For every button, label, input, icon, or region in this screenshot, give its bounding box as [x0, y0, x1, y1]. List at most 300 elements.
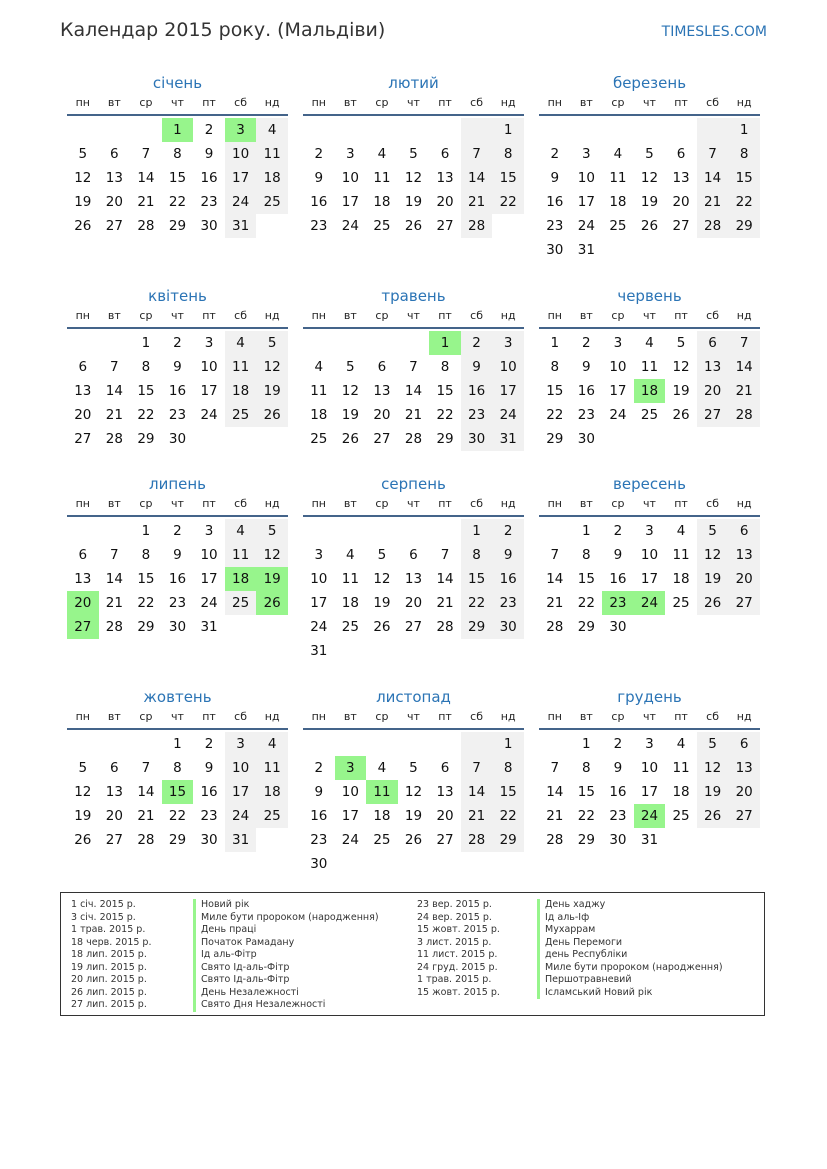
empty-cell	[634, 238, 666, 262]
empty-cell	[99, 519, 131, 543]
legend-holiday-name: Свято Дня Незалежності	[193, 999, 379, 1012]
day-cell: 30	[200, 832, 218, 848]
day-cell: 19	[672, 383, 690, 399]
day-cell: 17	[225, 166, 257, 190]
weekday-label: пн	[547, 497, 562, 510]
day-cell: 11	[373, 170, 391, 186]
day-cell: 5	[676, 335, 686, 351]
day-cell: 28	[461, 828, 493, 852]
day-cell: 4	[225, 519, 257, 543]
day-cell: 28	[137, 218, 155, 234]
week-row	[67, 804, 288, 828]
day-cell: 19	[74, 808, 92, 824]
empty-cell	[256, 615, 288, 639]
day-cell: 27	[728, 591, 760, 615]
day-cell: 18	[225, 567, 257, 591]
day-cell: 21	[436, 595, 454, 611]
day-cell: 26	[341, 431, 359, 447]
week-row	[67, 591, 288, 615]
day-cell: 17	[640, 571, 659, 587]
empty-cell	[728, 828, 760, 852]
week-row	[303, 166, 524, 190]
day-cell: 7	[461, 142, 493, 166]
day-cell: 8	[141, 547, 151, 563]
day-cell: 16	[200, 784, 218, 800]
day-cell: 5	[697, 732, 729, 756]
day-cell: 11	[310, 383, 328, 399]
month-name: листопад	[376, 688, 451, 706]
week-row	[539, 591, 760, 615]
legend-holiday-name: Ісламський Новий рік	[537, 987, 723, 1000]
empty-cell	[366, 519, 398, 543]
day-cell: 25	[373, 832, 391, 848]
legend-holiday-name: Початок Рамадану	[193, 937, 379, 950]
week-row	[539, 118, 760, 142]
day-cell: 24	[341, 832, 359, 848]
day-cell: 27	[404, 619, 423, 635]
day-cell: 24	[225, 190, 257, 214]
day-cell: 9	[173, 359, 182, 375]
legend-date: 3 січ. 2015 р.	[71, 911, 136, 923]
week-row	[67, 331, 288, 355]
day-cell: 26	[74, 832, 92, 848]
week-row	[539, 780, 760, 804]
week-row	[303, 190, 524, 214]
empty-cell	[303, 519, 335, 543]
day-cell: 9	[204, 760, 214, 776]
week-row	[303, 732, 524, 756]
day-cell: 18	[373, 808, 391, 824]
day-cell: 16	[168, 571, 187, 587]
empty-cell	[335, 519, 367, 543]
empty-cell	[193, 427, 225, 451]
day-cell: 22	[492, 190, 524, 214]
day-cell: 16	[168, 383, 187, 399]
legend-holiday-name: Новий рік	[193, 899, 379, 912]
day-cell: 19	[640, 194, 659, 210]
empty-cell	[130, 118, 162, 142]
weekday-label: чт	[643, 96, 656, 109]
empty-cell	[602, 427, 634, 451]
day-cell: 8	[582, 547, 591, 563]
month-11	[303, 686, 524, 876]
weekday-label: чт	[171, 497, 184, 510]
day-cell: 6	[110, 146, 119, 162]
day-cell: 20	[436, 194, 454, 210]
day-cell: 9	[314, 784, 324, 800]
day-cell: 11	[256, 756, 288, 780]
holiday-legend	[60, 892, 765, 1016]
day-cell: 22	[168, 194, 187, 210]
weekday-label: ср	[375, 710, 389, 723]
day-cell: 10	[577, 170, 595, 186]
day-cell: 15	[492, 780, 524, 804]
weekday-header	[539, 708, 760, 730]
day-cell: 13	[728, 756, 760, 780]
day-cell: 2	[613, 736, 623, 752]
day-cell: 7	[110, 547, 119, 563]
empty-cell	[366, 852, 398, 876]
day-cell: 21	[461, 190, 493, 214]
day-cell: 13	[105, 784, 123, 800]
day-cell: 29	[728, 214, 760, 238]
day-cell: 11	[225, 543, 257, 567]
day-cell: 18	[256, 166, 288, 190]
empty-cell	[634, 615, 666, 639]
day-cell: 19	[373, 595, 391, 611]
weekday-label: чт	[643, 710, 656, 723]
weekday-header	[539, 94, 760, 116]
empty-cell	[429, 732, 461, 756]
day-cell: 26	[672, 407, 690, 423]
day-cell: 17	[640, 784, 659, 800]
weekday-label: пт	[202, 309, 216, 322]
day-cell: 16	[310, 808, 328, 824]
day-cell: 20	[105, 808, 123, 824]
day-cell: 13	[74, 383, 92, 399]
day-cell: 27	[105, 832, 123, 848]
weekday-label: нд	[736, 710, 752, 723]
day-cell: 10	[200, 359, 218, 375]
day-cell: 31	[225, 214, 257, 238]
empty-cell	[398, 852, 430, 876]
day-cell: 4	[676, 736, 686, 752]
day-cell: 24	[634, 591, 666, 615]
day-cell: 7	[409, 359, 418, 375]
day-cell: 13	[74, 571, 92, 587]
day-cell: 29	[577, 832, 595, 848]
day-cell: 6	[728, 519, 760, 543]
day-cell: 30	[200, 218, 218, 234]
day-cell: 18	[672, 571, 690, 587]
weekday-label: вт	[343, 710, 357, 723]
day-cell: 1	[461, 519, 493, 543]
weekday-label: сб	[234, 309, 248, 322]
weekday-header	[303, 495, 524, 517]
day-cell: 3	[204, 335, 214, 351]
day-cell: 21	[697, 190, 729, 214]
day-cell: 21	[137, 808, 155, 824]
weekday-label: пт	[202, 710, 216, 723]
empty-cell	[697, 828, 729, 852]
day-cell: 1	[141, 523, 151, 539]
legend-dates-left	[71, 899, 151, 1012]
day-cell: 9	[613, 760, 623, 776]
day-cell: 4	[377, 146, 387, 162]
day-cell: 20	[404, 595, 423, 611]
week-row	[67, 403, 288, 427]
month-1	[67, 72, 288, 238]
week-row	[539, 519, 760, 543]
legend-holiday-name: день Республіки	[537, 949, 723, 962]
weekday-label: нд	[500, 96, 516, 109]
legend-holiday-name: Першотравневий	[537, 974, 723, 987]
day-cell: 23	[200, 194, 218, 210]
day-cell: 22	[461, 591, 493, 615]
day-cell: 5	[256, 331, 288, 355]
empty-cell	[539, 732, 571, 756]
empty-cell	[461, 639, 493, 663]
day-cell: 14	[105, 383, 123, 399]
day-cell: 2	[204, 736, 214, 752]
day-cell: 29	[137, 619, 155, 635]
weekday-label: пн	[547, 96, 562, 109]
day-cell: 21	[105, 595, 123, 611]
week-row	[539, 804, 760, 828]
day-cell: 28	[137, 832, 155, 848]
day-cell: 26	[256, 403, 288, 427]
day-cell: 1	[429, 331, 461, 355]
day-cell: 21	[546, 595, 564, 611]
day-cell: 8	[492, 756, 524, 780]
day-cell: 2	[582, 335, 591, 351]
site-link[interactable]: TIMESLES.COM	[661, 24, 767, 40]
week-row	[539, 427, 760, 451]
day-cell: 28	[436, 619, 454, 635]
day-cell: 26	[640, 218, 659, 234]
weekday-label: сб	[234, 497, 248, 510]
day-cell: 8	[492, 142, 524, 166]
day-cell: 20	[728, 567, 760, 591]
week-row	[303, 403, 524, 427]
week-row	[303, 519, 524, 543]
empty-cell	[256, 214, 288, 238]
day-cell: 11	[609, 170, 627, 186]
day-cell: 14	[404, 383, 423, 399]
empty-cell	[99, 732, 131, 756]
day-cell: 5	[645, 146, 654, 162]
weekday-header	[539, 495, 760, 517]
day-cell: 22	[728, 190, 760, 214]
day-cell: 5	[409, 146, 418, 162]
weekday-label: нд	[736, 309, 752, 322]
empty-cell	[665, 238, 697, 262]
weekday-label: пн	[75, 309, 90, 322]
day-cell: 4	[377, 760, 387, 776]
empty-cell	[461, 118, 493, 142]
month-name: серпень	[381, 475, 446, 493]
empty-cell	[492, 852, 524, 876]
day-cell: 15	[728, 166, 760, 190]
day-cell: 11	[672, 760, 690, 776]
day-cell: 9	[173, 547, 182, 563]
day-cell: 16	[609, 784, 627, 800]
legend-holiday-name: Свято Ід-аль-Фітр	[193, 962, 379, 975]
weekday-label: нд	[264, 96, 280, 109]
day-cell: 27	[105, 218, 123, 234]
day-cell: 30	[461, 427, 493, 451]
day-cell: 23	[609, 808, 627, 824]
day-cell: 8	[440, 359, 450, 375]
weekday-label: пт	[674, 96, 688, 109]
day-cell: 5	[346, 359, 355, 375]
empty-cell	[728, 238, 760, 262]
weekday-label: пн	[75, 497, 90, 510]
empty-cell	[492, 214, 524, 238]
day-cell: 24	[634, 804, 666, 828]
day-cell: 2	[492, 519, 524, 543]
day-cell: 16	[200, 170, 218, 186]
week-row	[539, 567, 760, 591]
day-cell: 15	[577, 784, 595, 800]
day-cell: 24	[341, 218, 359, 234]
day-cell: 14	[697, 166, 729, 190]
day-cell: 14	[728, 355, 760, 379]
day-cell: 12	[74, 784, 92, 800]
week-row	[67, 118, 288, 142]
week-row	[303, 780, 524, 804]
weekday-label: ср	[611, 497, 625, 510]
weekday-header	[303, 307, 524, 329]
day-cell: 23	[461, 403, 493, 427]
day-cell: 11	[640, 359, 659, 375]
day-cell: 3	[645, 523, 654, 539]
day-cell: 15	[577, 571, 595, 587]
week-row	[539, 756, 760, 780]
week-row	[539, 379, 760, 403]
day-cell: 15	[436, 383, 454, 399]
day-cell: 25	[225, 403, 257, 427]
week-row	[539, 403, 760, 427]
day-cell: 7	[141, 146, 151, 162]
day-cell: 6	[409, 547, 418, 563]
day-cell: 5	[78, 760, 88, 776]
weekday-label: пн	[311, 96, 326, 109]
day-cell: 3	[346, 146, 355, 162]
day-cell: 14	[436, 571, 454, 587]
weekday-label: пт	[202, 497, 216, 510]
day-cell: 15	[461, 567, 493, 591]
week-row	[303, 756, 524, 780]
legend-date: 23 вер. 2015 р.	[417, 899, 492, 910]
day-cell: 15	[168, 170, 187, 186]
day-cell: 1	[582, 523, 591, 539]
empty-cell	[130, 732, 162, 756]
day-cell: 19	[697, 567, 729, 591]
week-row	[67, 732, 288, 756]
legend-holiday-name: Миле бути пророком (народження)	[193, 912, 379, 925]
day-cell: 10	[200, 547, 218, 563]
day-cell: 5	[256, 519, 288, 543]
legend-holiday-name: Миле бути пророком (народження)	[537, 962, 723, 975]
day-cell: 7	[550, 547, 560, 563]
week-row	[539, 190, 760, 214]
day-cell: 26	[697, 804, 729, 828]
week-row	[67, 355, 288, 379]
weekday-label: сб	[470, 497, 484, 510]
day-cell: 28	[105, 431, 123, 447]
week-row	[303, 543, 524, 567]
day-cell: 14	[137, 170, 155, 186]
weekday-label: сб	[234, 710, 248, 723]
day-cell: 27	[74, 431, 92, 447]
day-cell: 1	[141, 335, 151, 351]
legend-date: 27 лип. 2015 р.	[71, 999, 147, 1010]
day-cell: 1	[492, 118, 524, 142]
weekday-label: чт	[643, 309, 656, 322]
page-title: Календар 2015 року. (Мальдіви)	[60, 19, 386, 41]
day-cell: 14	[546, 571, 564, 587]
empty-cell	[429, 519, 461, 543]
day-cell: 11	[366, 780, 398, 804]
day-cell: 20	[373, 407, 391, 423]
weekday-label: пн	[75, 710, 90, 723]
day-cell: 15	[546, 383, 564, 399]
day-cell: 10	[225, 756, 257, 780]
empty-cell	[398, 519, 430, 543]
day-cell: 24	[310, 619, 328, 635]
weekday-label: вт	[343, 96, 357, 109]
weekday-label: вт	[579, 497, 593, 510]
month-4	[67, 285, 288, 451]
day-cell: 30	[168, 619, 187, 635]
day-cell: 6	[728, 732, 760, 756]
week-row	[303, 427, 524, 451]
week-row	[67, 190, 288, 214]
day-cell: 5	[78, 146, 88, 162]
day-cell: 4	[613, 146, 623, 162]
empty-cell	[571, 118, 603, 142]
day-cell: 17	[200, 383, 218, 399]
day-cell: 28	[546, 619, 564, 635]
weekday-label: пт	[438, 710, 452, 723]
day-cell: 8	[461, 543, 493, 567]
day-cell: 20	[105, 194, 123, 210]
weekday-label: нд	[500, 497, 516, 510]
day-cell: 26	[74, 218, 92, 234]
empty-cell	[225, 427, 257, 451]
weekday-label: ср	[611, 96, 625, 109]
day-cell: 22	[577, 808, 595, 824]
day-cell: 31	[225, 828, 257, 852]
day-cell: 30	[168, 431, 187, 447]
legend-date: 18 лип. 2015 р.	[71, 949, 147, 960]
day-cell: 1	[550, 335, 560, 351]
empty-cell	[697, 427, 729, 451]
weekday-label: сб	[470, 96, 484, 109]
empty-cell	[335, 331, 367, 355]
day-cell: 10	[341, 170, 359, 186]
day-cell: 4	[256, 118, 288, 142]
day-cell: 12	[404, 170, 423, 186]
week-row	[303, 118, 524, 142]
weekday-label: ср	[139, 710, 153, 723]
day-cell: 29	[168, 218, 187, 234]
empty-cell	[398, 639, 430, 663]
day-cell: 19	[256, 567, 288, 591]
empty-cell	[67, 732, 99, 756]
day-cell: 18	[225, 379, 257, 403]
day-cell: 29	[577, 619, 595, 635]
day-cell: 12	[74, 170, 92, 186]
weekday-label: вт	[579, 309, 593, 322]
weekday-label: ср	[611, 309, 625, 322]
empty-cell	[256, 427, 288, 451]
day-cell: 3	[314, 547, 324, 563]
day-cell: 25	[672, 595, 690, 611]
day-cell: 1	[492, 732, 524, 756]
legend-date: 24 груд. 2015 р.	[417, 961, 498, 973]
day-cell: 6	[377, 359, 387, 375]
day-cell: 12	[373, 571, 391, 587]
day-cell: 9	[314, 170, 324, 186]
month-2	[303, 72, 524, 238]
day-cell: 9	[461, 355, 493, 379]
legend-names-right	[537, 899, 723, 999]
legend-date: 15 жовт. 2015 р.	[417, 924, 500, 935]
empty-cell	[665, 828, 697, 852]
day-cell: 27	[672, 218, 690, 234]
